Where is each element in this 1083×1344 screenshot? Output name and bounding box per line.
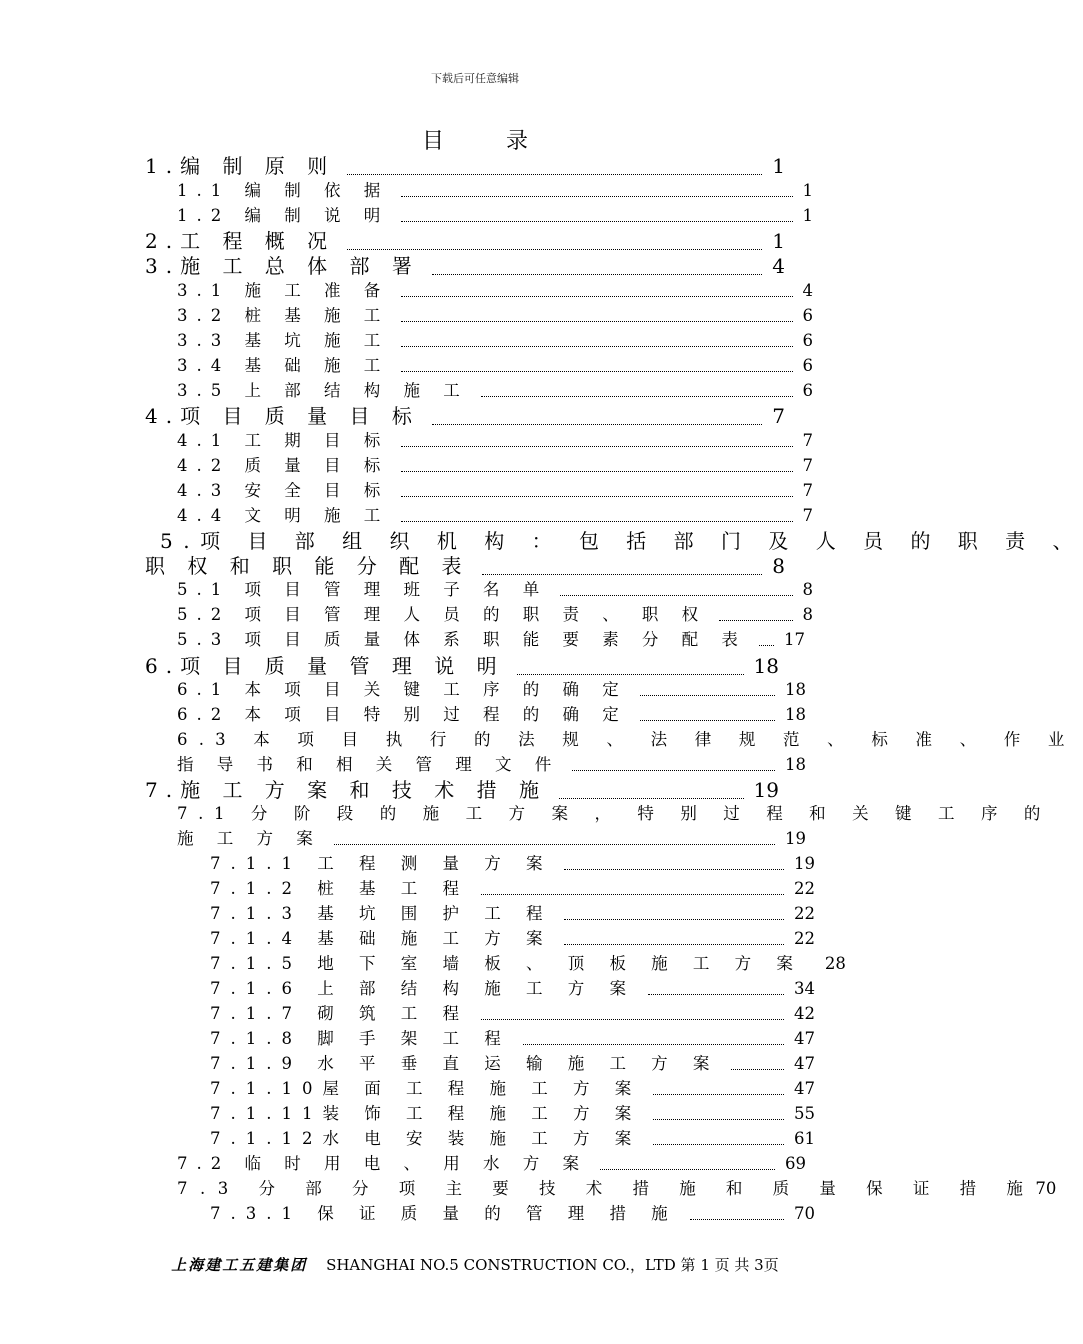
toc-entry-7-1-6[interactable]: 7.1.6 上 部 结 构 施 工 方 案 34 xyxy=(210,979,815,998)
toc-entry-7-1[interactable]: 施 工 方 案 19 xyxy=(177,829,806,848)
toc-entry-7-1-4[interactable]: 7.1.4 基 础 施 工 方 案 22 xyxy=(210,929,815,948)
toc-entry-4[interactable]: 4.项 目 质 量 目 标 7 xyxy=(145,404,785,428)
toc-entry-4-1[interactable]: 4.1 工 期 目 标 7 xyxy=(177,431,813,450)
company-name-en: SHANGHAI NO.5 CONSTRUCTION CO.，LTD xyxy=(326,1256,676,1274)
toc-entry-5-2[interactable]: 5.2 项 目 管 理 人 员 的 职 责 、 职 权 8 xyxy=(177,605,813,624)
toc-entry-7-1-2[interactable]: 7.1.2 桩 基 工 程 22 xyxy=(210,879,815,898)
toc-entry-7-2[interactable]: 7.2 临 时 用 电 、 用 水 方 案 69 xyxy=(177,1154,806,1173)
page-number: 第 1 页 共 3页 xyxy=(680,1256,779,1274)
toc-entry-5-line1[interactable]: 5.项 目 部 组 织 机 构 ： 包 括 部 门 及 人 员 的 职 责 、 xyxy=(160,529,1083,553)
toc-entry-5[interactable]: 职 权 和 职 能 分 配 表 8 xyxy=(145,554,785,578)
toc-entry-7-3[interactable]: 7.3 分 部 分 项 主 要 技 术 措 施 和 质 量 保 证 措 施 70 xyxy=(177,1179,1057,1198)
toc-entry-6[interactable]: 6.项 目 质 量 管 理 说 明 18 xyxy=(145,654,779,678)
toc-entry-3-2[interactable]: 3.2 桩 基 施 工 6 xyxy=(177,306,813,325)
page-header: 下载后可任意编辑 xyxy=(431,72,519,85)
toc-entry-7-1-9[interactable]: 7.1.9 水 平 垂 直 运 输 施 工 方 案 47 xyxy=(210,1054,815,1073)
toc-entry-4-4[interactable]: 4.4 文 明 施 工 7 xyxy=(177,506,813,525)
toc-entry-1-2[interactable]: 1.2 编 制 说 明 1 xyxy=(177,206,813,225)
toc-entry-3-5[interactable]: 3.5 上 部 结 构 施 工 6 xyxy=(177,381,813,400)
toc-entry-3[interactable]: 3.施 工 总 体 部 署 4 xyxy=(145,254,785,278)
toc-entry-2[interactable]: 2.工 程 概 况 1 xyxy=(145,229,785,253)
toc-title: 目录 xyxy=(421,129,590,154)
toc-entry-7-1-8[interactable]: 7.1.8 脚 手 架 工 程 47 xyxy=(210,1029,815,1048)
company-name-cn: 上海建工五建集团 xyxy=(171,1256,308,1274)
toc-entry-5-1[interactable]: 5.1 项 目 管 理 班 子 名 单 8 xyxy=(177,580,813,599)
toc-entry-1[interactable]: 1.编 制 原 则 1 xyxy=(145,154,785,178)
toc-entry-7-1-5[interactable]: 7.1.5 地 下 室 墙 板 、 顶 板 施 工 方 案 28 xyxy=(210,954,846,973)
toc-entry-7-1-10[interactable]: 7.1.10屋 面 工 程 施 工 方 案 47 xyxy=(210,1079,815,1098)
toc-entry-6-3-line1[interactable]: 6.3 本 项 目 执 行 的 法 规 、 法 律 规 范 、 标 准 、 作 业 xyxy=(177,730,1076,749)
toc-entry-4-3[interactable]: 4.3 安 全 目 标 7 xyxy=(177,481,813,500)
toc-entry-6-2[interactable]: 6.2 本 项 目 特 别 过 程 的 确 定 18 xyxy=(177,705,806,724)
toc-entry-3-3[interactable]: 3.3 基 坑 施 工 6 xyxy=(177,331,813,350)
toc-entry-7-1-12[interactable]: 7.1.12水 电 安 装 施 工 方 案 61 xyxy=(210,1129,815,1148)
toc-entry-7[interactable]: 7.施 工 方 案 和 技 术 措 施 19 xyxy=(145,778,779,802)
toc-entry-6-3[interactable]: 指 导 书 和 相 关 管 理 文 件 18 xyxy=(177,755,806,774)
toc-entry-1-1[interactable]: 1.1 编 制 依 据 1 xyxy=(177,181,813,200)
toc-entry-6-1[interactable]: 6.1 本 项 目 关 键 工 序 的 确 定 18 xyxy=(177,680,806,699)
toc-entry-3-4[interactable]: 3.4 基 础 施 工 6 xyxy=(177,356,813,375)
toc-entry-4-2[interactable]: 4.2 质 量 目 标 7 xyxy=(177,456,813,475)
page-footer xyxy=(0,1254,950,1275)
toc-entry-7-1-1[interactable]: 7.1.1 工 程 测 量 方 案 19 xyxy=(210,854,815,873)
toc-entry-3-1[interactable]: 3.1 施 工 准 备 4 xyxy=(177,281,813,300)
toc-entry-7-1-line1[interactable]: 7.1 分 阶 段 的 施 工 方 案 ， 特 别 过 程 和 关 键 工 序 的 xyxy=(177,804,1051,823)
toc-entry-7-3-1[interactable]: 7.3.1 保 证 质 量 的 管 理 措 施 70 xyxy=(210,1204,815,1223)
toc-entry-7-1-3[interactable]: 7.1.3 基 坑 围 护 工 程 22 xyxy=(210,904,815,923)
toc-entry-5-3[interactable]: 5.3 项 目 质 量 体 系 职 能 要 素 分 配 表 17 xyxy=(177,630,805,649)
toc-entry-7-1-11[interactable]: 7.1.11装 饰 工 程 施 工 方 案 55 xyxy=(210,1104,815,1123)
toc-entry-7-1-7[interactable]: 7.1.7 砌 筑 工 程 42 xyxy=(210,1004,815,1023)
